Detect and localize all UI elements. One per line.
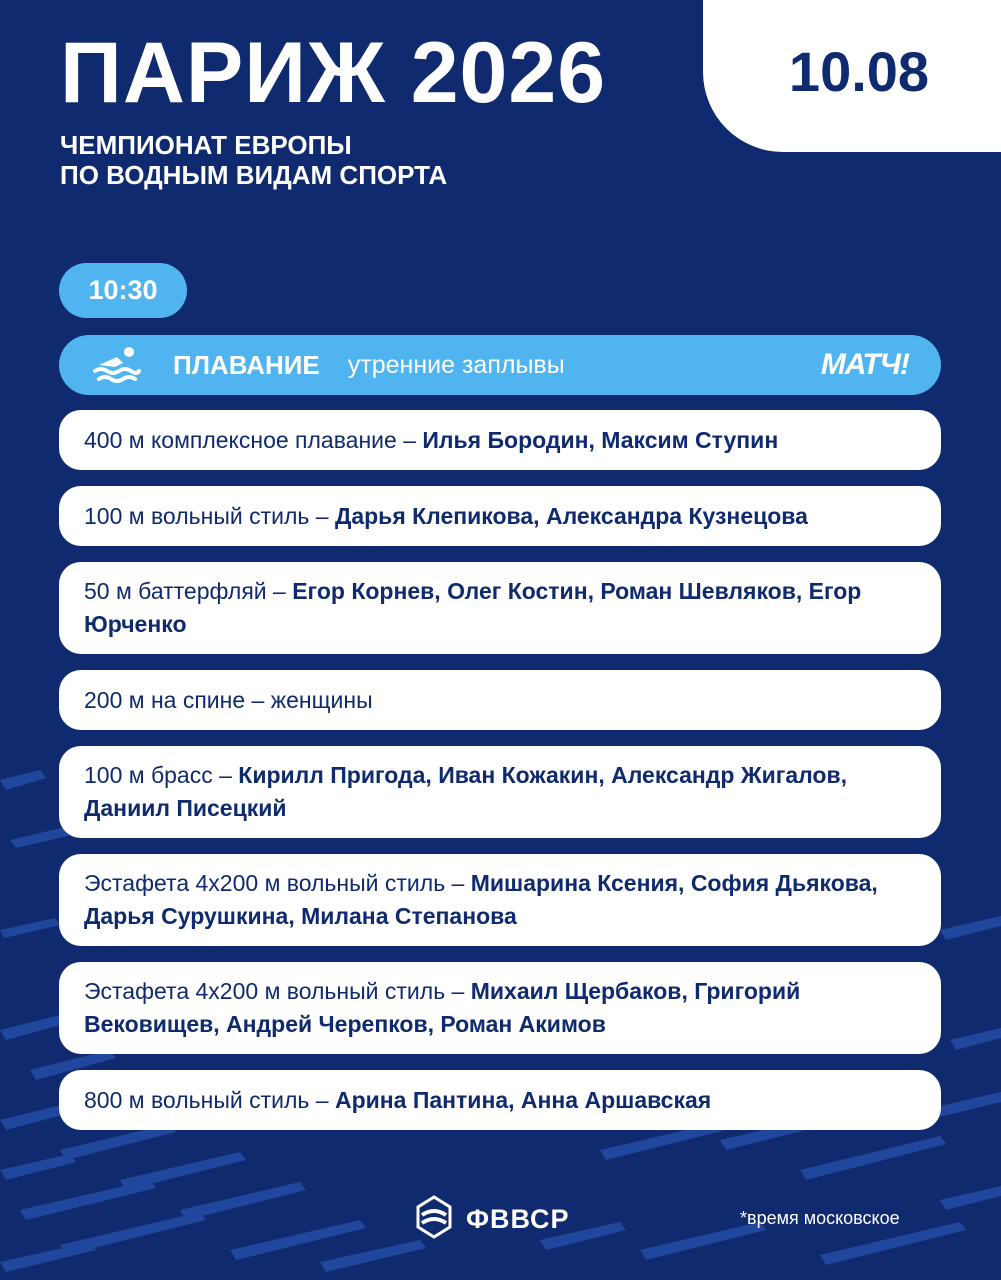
event-card: [59, 1070, 941, 1130]
date-badge: [703, 0, 1001, 152]
match-tv-logo: МАТЧ!: [820, 348, 909, 381]
event-name: 200 м на спине – женщины: [84, 686, 373, 713]
event-list: [59, 410, 941, 1146]
event-athletes: Егор Корнев, Олег Костин, Роман Шевляков, Егор Юрченко: [84, 578, 862, 637]
sport-header-bar: [59, 335, 941, 395]
fvvsr-logo-text: ФВВСР: [466, 1203, 570, 1234]
event-card: [59, 562, 941, 654]
event-name: 100 м брасс –: [84, 762, 239, 788]
subtitle-line-2: ПО ВОДНЫМ ВИДАМ СПОРТА: [60, 160, 448, 190]
event-name: 50 м баттерфляй –: [84, 578, 293, 604]
timezone-footnote: *время московское: [740, 1208, 900, 1228]
event-name: 400 м комплексное плавание –: [84, 426, 423, 453]
event-athletes: Илья Бородин, Максим Ступин: [422, 426, 779, 453]
event-card: [59, 670, 941, 730]
subtitle-line-1: ЧЕМПИОНАТ ЕВРОПЫ: [60, 130, 352, 160]
sport-name: ПЛАВАНИЕ: [173, 349, 320, 380]
event-card: [59, 962, 941, 1054]
event-athletes: Мишарина Ксения, София Дьякова, Дарья Сурушкина, Милана Степанова: [84, 870, 878, 929]
session-stage: утренние заплывы: [347, 350, 565, 379]
event-name: Эстафета 4х200 м вольный стиль –: [84, 870, 471, 896]
event-card: [59, 746, 941, 838]
event-athletes: Кирилл Пригода, Иван Кожакин, Александр Жигалов, Даниил Писецкий: [84, 762, 848, 821]
date-text: 10.08: [788, 39, 930, 103]
event-athletes: Михаил Щербаков, Григорий Вековищев, Андрей Черепков, Роман Акимов: [84, 978, 801, 1037]
event-card: [59, 854, 941, 946]
event-card: [59, 410, 941, 470]
fvvsr-logo: [412, 1197, 570, 1241]
event-athletes: Арина Пантина, Анна Аршавская: [334, 1086, 712, 1113]
session-time-badge: 10:30: [59, 263, 187, 318]
page-subtitle: [60, 130, 447, 190]
fvvsr-emblem-icon: [412, 1195, 456, 1244]
event-athletes: Дарья Клепикова, Александра Кузнецова: [334, 502, 808, 529]
event-name: 800 м вольный стиль –: [84, 1086, 335, 1113]
event-card: [59, 486, 941, 546]
event-name: 100 м вольный стиль –: [84, 502, 335, 529]
page-title: ПАРИЖ 2026: [60, 25, 607, 121]
swimmer-icon: [93, 345, 141, 385]
event-name: Эстафета 4х200 м вольный стиль –: [84, 978, 471, 1004]
